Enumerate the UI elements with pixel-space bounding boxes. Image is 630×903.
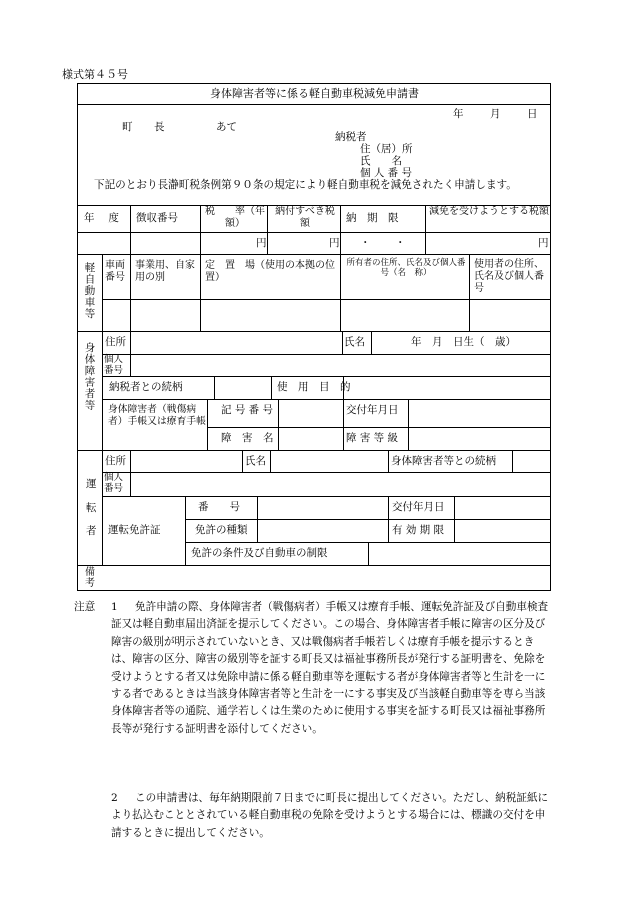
driver-conditions-label: 免許の条件及び自動車の制限 (191, 547, 328, 559)
due-date-dot-2: ・ (395, 237, 406, 249)
yen-exemption: 円 (538, 237, 549, 249)
driver-personal-no-label: 個人番号 (104, 472, 124, 494)
yen-rate: 円 (256, 237, 267, 249)
taxpayer-name-label: 氏 名 (360, 155, 402, 167)
vehicle-location-label: 定 置 場（使用の本拠の位置） (205, 260, 335, 284)
note-item-1 (111, 599, 555, 738)
remarks-label: 備考 (85, 567, 95, 589)
vehicle-use-label: 事業用、自家用の別 (135, 260, 195, 284)
taxpayer-label: 納税者 (335, 131, 367, 143)
disabled-relation-label: 納税者との続柄 (109, 381, 183, 393)
taxpayer-address-label: 住（居）所 (360, 143, 413, 155)
header-fiscal-year: 年 度 (84, 212, 119, 224)
notes-heading: 注意 (74, 601, 96, 613)
note-number-1: 1 (111, 601, 118, 613)
note-text-1: 免許申請の際、身体障害者（戦傷病者）手帳又は療育手帳、運転免許証及び自動車検査証又は軽自動車届出済証を提示してください。この場合、身体障害者手帳に障害の区分及び障害の級別が明示されていないとき、又は戦傷病者手帳若しくは療育手帳を提示するときは、障害の区分、障害の級別等を証する町長又は福祉事務所長が発行する証明書を、免除を受けようとする者又は免除申請に係る軽自動車等を運転する者が身体障害者等と生計を一にする者であるときは当該身体障害者等と生計を一にする事実及び当該軽自動車等を専ら当該身体障害者等の通院、通学若しくは生業のために使用する事実を証する町長又は福祉事務所長等が発行する証明書を添付してください。 (111, 601, 549, 735)
request-text: 下記のとおり長瀞町税条例第９０条の規定により軽自動車税を減免されたく申請します。 (94, 179, 517, 191)
vehicle-plate-label: 車両番号 (105, 260, 125, 284)
disabled-disability-grade-label: 障 害 等 級 (346, 432, 399, 444)
driver-license-label: 運転免許証 (108, 524, 161, 536)
addressee-chief: 長 (154, 121, 165, 133)
date-day: 日 (527, 108, 538, 120)
disabled-personal-no-label: 個人番号 (104, 354, 124, 376)
driver-side-char-3: 者 (86, 525, 97, 537)
header-due-date: 納 期 限 (346, 212, 399, 224)
due-date-dot-1: ・ (360, 237, 371, 249)
vehicle-user-label: 使用者の住所、氏名及び個人番号 (474, 259, 544, 295)
driver-number-label: 番 号 (198, 501, 240, 513)
application-form (77, 83, 551, 591)
vehicle-owner-label: 所有者の住所、氏名及び個人番号（名 称） (346, 258, 466, 279)
driver-name-label: 氏名 (245, 455, 266, 467)
disabled-handbook-label: 身体障害者（戦傷病者）手帳又は療育手帳 (108, 404, 206, 427)
form-title: 身体障害者等に係る軽自動車税減免申請書 (210, 87, 419, 100)
disabled-name-label: 氏名 (344, 336, 365, 348)
note-item-2 (111, 790, 555, 842)
disabled-address-label: 住所 (105, 336, 126, 348)
header-collection-no: 徴収番号 (136, 212, 178, 224)
disabled-birth-label: 年 月 日生（ 歳） (411, 336, 516, 348)
note-number-2: 2 (111, 792, 118, 804)
taxpayer-personal-no-label: 個 人 番 号 (360, 167, 413, 179)
driver-issue-date-label: 交付年月日 (392, 501, 445, 513)
driver-license-type-label: 免許の種類 (195, 524, 248, 536)
note-text-2: この申請書は、毎年納期限前７日までに町長に提出してください。ただし、納税証紙により払込むこととされている軽自動車税の免除を受けようとする場合には、標識の交付を申請するときに提出してください。 (111, 792, 549, 839)
addressee-to: あて (216, 121, 237, 133)
date-month: 月 (490, 108, 501, 120)
disabled-side-label: 身体障害者等 (83, 342, 96, 411)
disabled-purpose-label: 使 用 目 的 (277, 381, 351, 393)
driver-side-char-2: 転 (86, 502, 97, 514)
header-exemption-amount: 減免を受けようとする税額 (429, 206, 549, 217)
form-number: 様式第４５号 (62, 68, 128, 81)
yen-tax-due: 円 (329, 237, 340, 249)
driver-address-label: 住所 (105, 455, 126, 467)
disabled-symbol-no-label: 記 号 番 号 (221, 404, 274, 416)
header-tax-due: 納付すべき税 額 (275, 206, 355, 230)
driver-side-char-1: 運 (86, 478, 97, 490)
date-year: 年 (453, 108, 464, 120)
vehicle-side-label: 軽自動車等 (83, 262, 96, 320)
driver-expiry-label: 有 効 期 限 (392, 524, 445, 536)
disabled-issue-date-label: 交付年月日 (346, 404, 399, 416)
addressee-town: 町 (122, 121, 133, 133)
driver-relation-label: 身体障害者等との続柄 (391, 455, 496, 467)
disabled-disability-name-label: 障 害 名 (221, 432, 274, 444)
header-tax-rate: 税 率（年 額） (205, 206, 275, 230)
